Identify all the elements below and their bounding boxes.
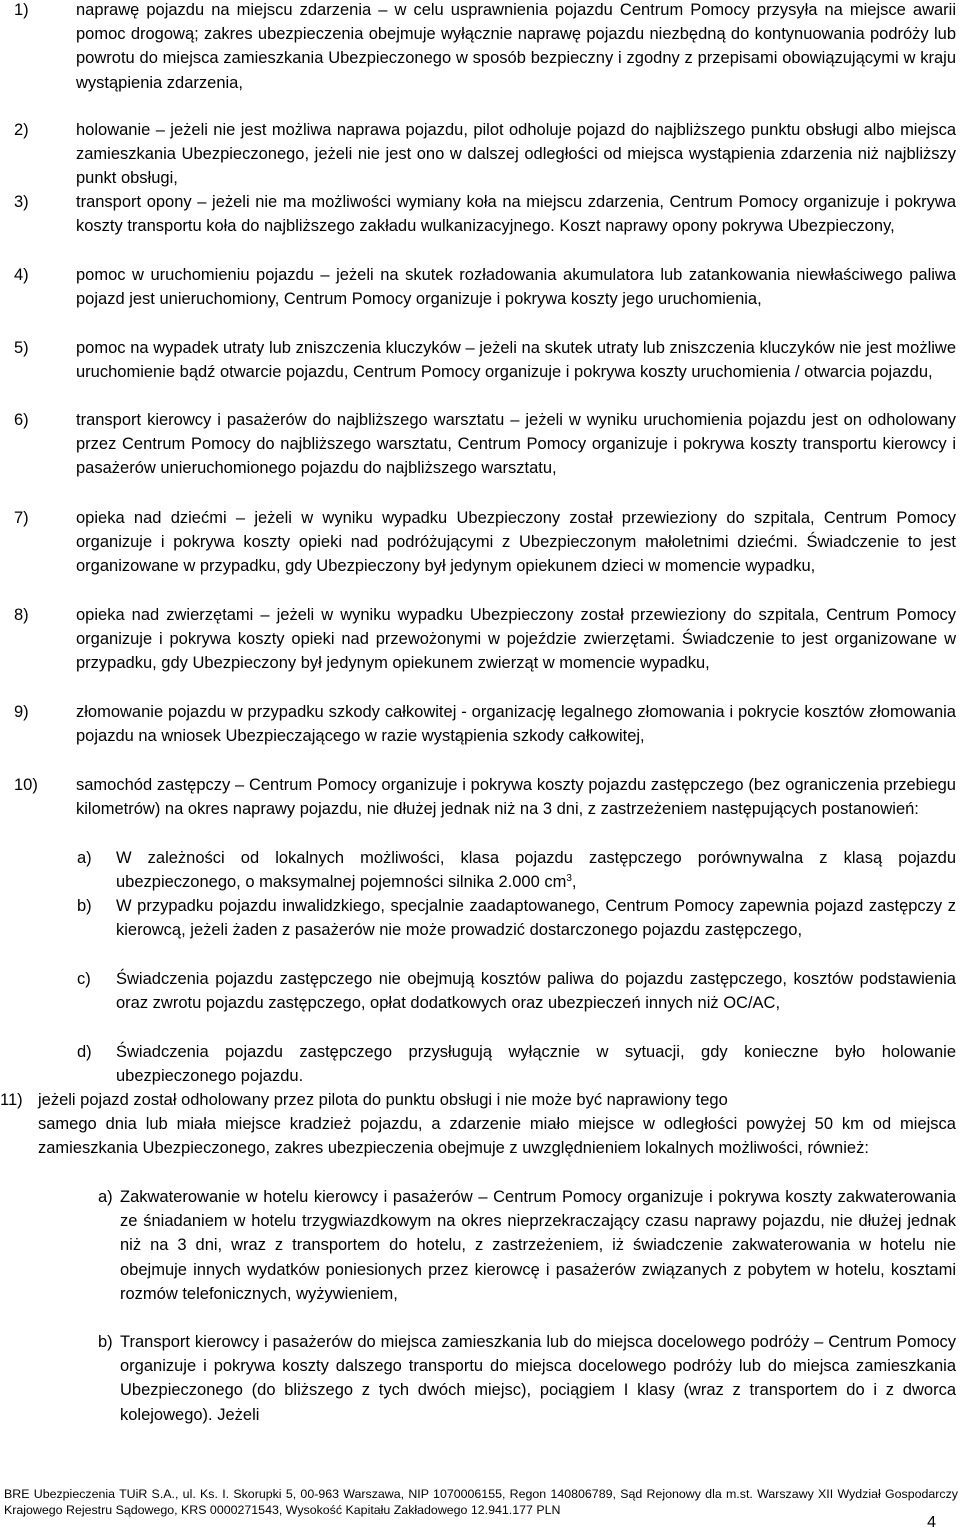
- list-item-text: opieka nad zwierzętami – jeżeli w wyniku wypadku Ubezpieczony został przewieziony do szpitala, Centrum Pomocy organizuje i pokrywa koszty opieki nad przewożonymi w pojeździe zwierzętami. Świadczenie to jest organizowane w przypadku, gdy Ubezpieczony był jedynym opiekunem zwierząt w momencie wypadku,: [76, 606, 956, 673]
- sub-item-letter: b): [98, 1333, 113, 1351]
- list-item-6: [14, 408, 956, 481]
- list-item-4: [14, 263, 956, 311]
- sub-item-letter: b): [77, 897, 92, 915]
- list-item-2: [14, 118, 956, 191]
- list-item-5: [14, 336, 956, 384]
- list-item-9: [14, 700, 956, 748]
- sub-item-text: Zakwaterowanie w hotelu kierowcy i pasażerów – Centrum Pomocy organizuje i pokrywa koszty zakwaterowania ze śniadaniem w hotelu trzygwiazdkowym na okres nieprzekraczający czasu naprawy pojazdu, nie dłużej jednak niż na 3 dni, wraz z transportem do hotelu, z zastrzeżeniem, iż świadczenie zakwaterowania w hotelu nie obejmuje innych wydatków poniesionych przez kierowcę i pasażerów związanych z pobytem w hotelu, kosztami rozmów telefonicznych, wyżywieniem,: [120, 1188, 956, 1303]
- sub-item-10d: [77, 1040, 956, 1088]
- page-number: 4: [927, 1514, 936, 1531]
- page-footer: BRE Ubezpieczenia TUiR S.A., ul. Ks. I. Skorupki 5, 00-963 Warszawa, NIP 1070006155, Regon 140806789, Sąd Rejonowy dla m.st. Warszawy XII Wydział Gospodarczy Krajowego Rejestru Sądowego, KRS 0000271543, Wysokość Kapitału Zakładowego 12.941.177 PLN: [4, 1487, 958, 1517]
- sub-item-text: W zależności od lokalnych możliwości, klasa pojazdu zastępczego porównywalna z klasą pojazdu ubezpieczonego, o maksymalnej pojemności silnika 2.000 cm: [116, 849, 956, 892]
- list-item-text: naprawę pojazdu na miejscu zdarzenia – w celu usprawnienia pojazdu Centrum Pomocy przysyła na miejsce awarii pomoc drogową; zakres ubezpieczenia obejmuje wyłącznie naprawę pojazdu niezbędną do kontynuowania podróży lub powrotu do miejsca zamieszkania Ubezpieczonego w sposób bezpieczny i zgodny z przepisami obowiązującymi w kraju wystąpienia zdarzenia,: [76, 1, 956, 92]
- superscript: 3: [566, 873, 572, 885]
- list-item-number: 4): [14, 266, 29, 284]
- list-item-text: transport opony – jeżeli nie ma możliwości wymiany koła na miejscu zdarzenia, Centrum Pomocy organizuje i pokrywa koszty transportu koła do najbliższego zakładu wulkanizacyjnego. Koszt naprawy opony pokrywa Ubezpieczony,: [76, 193, 956, 236]
- list-item-number: 2): [14, 121, 29, 139]
- list-item-8: [14, 603, 956, 676]
- list-item-text-rest: samego dnia lub miała miejsce kradzież pojazdu, a zdarzenie miało miejsce w odległości powyżej 50 km od miejsca zamieszkania Ubezpieczonego, zakres ubezpieczenia obejmuje z uwzględnieniem lokalnych możliwości, również:: [38, 1115, 956, 1158]
- sub-item-text: W przypadku pojazdu inwalidzkiego, specjalnie zaadaptowanego, Centrum Pomocy zapewnia pojazd zastępczy z kierowcą, jeżeli żaden z pasażerów nie może prowadzić dostarczonego pojazdu zastępczego,: [116, 897, 956, 940]
- sub-item-text: Transport kierowcy i pasażerów do miejsca zamieszkania lub do miejsca docelowego podróży – Centrum Pomocy organizuje i pokrywa koszty dalszego transportu do miejsca docelowego podróży lub do miejsca zamieszkania Ubezpieczonego (do bliższego z tych dwóch miejsc), pociągiem I klasy (wraz z transportem do i z dworca kolejowego). Jeżeli: [120, 1333, 956, 1424]
- sub-item-10c: [77, 967, 956, 1015]
- list-item-number: 10): [14, 776, 38, 794]
- sub-item-11a: [98, 1185, 956, 1306]
- list-item-text: samochód zastępczy – Centrum Pomocy organizuje i pokrywa koszty pojazdu zastępczego (bez ograniczenia przebiegu kilometrów) na okres naprawy pojazdu, nie dłużej jednak niż na 3 dni, z zastrzeżeniem następujących postanowień:: [76, 776, 956, 819]
- list-item-3: [14, 190, 956, 238]
- list-item-number: 6): [14, 411, 29, 429]
- list-item-text: opieka nad dziećmi – jeżeli w wyniku wypadku Ubezpieczony został przewieziony do szpitala, Centrum Pomocy organizuje i pokrywa koszty opieki nad podróżującymi z Ubezpieczonym małoletnimi dziećmi. Świadczenie to jest organizowane w przypadku, gdy Ubezpieczony był jedynym opiekunem dzieci w momencie wypadku,: [76, 509, 956, 576]
- list-item-number: 1): [14, 1, 29, 19]
- sub-item-text: Świadczenia pojazdu zastępczego przysługują wyłącznie w sytuacji, gdy konieczne było holowanie ubezpieczonego pojazdu.: [116, 1043, 956, 1086]
- sub-item-letter: a): [77, 849, 92, 867]
- sub-item-text: Świadczenia pojazdu zastępczego nie obejmują kosztów paliwa do pojazdu zastępczego, kosztów podstawienia oraz zwrotu pojazdu zastępczego, opłat dodatkowych oraz ubezpieczeń innych niż OC/AC,: [116, 970, 956, 1013]
- sub-item-10b: [77, 894, 956, 942]
- sub-item-letter: d): [77, 1043, 92, 1061]
- list-item-text-first-line: jeżeli pojazd został odholowany przez pilota do punktu obsługi i nie może być naprawiony tego: [38, 1091, 728, 1109]
- sub-item-11b: [98, 1330, 956, 1427]
- sub-item-tail: ,: [571, 873, 577, 892]
- list-item-number: 11): [0, 1091, 23, 1109]
- list-item-number: 7): [14, 509, 29, 527]
- list-item-11: [0, 1088, 956, 1161]
- sub-item-10a: [77, 846, 956, 894]
- list-item-10: [14, 773, 956, 821]
- sub-item-letter: a): [98, 1188, 113, 1206]
- list-item-text: pomoc w uruchomieniu pojazdu – jeżeli na skutek rozładowania akumulatora lub zatankowania niewłaściwego paliwa pojazd jest unieruchomiony, Centrum Pomocy organizuje i pokrywa koszty jego uruchomienia,: [76, 266, 956, 309]
- list-item-7: [14, 506, 956, 579]
- list-item-number: 3): [14, 193, 29, 211]
- sub-item-letter: c): [77, 970, 91, 988]
- list-item-number: 8): [14, 606, 29, 624]
- list-item-number: 9): [14, 703, 29, 721]
- list-item-text: transport kierowcy i pasażerów do najbliższego warsztatu – jeżeli w wyniku uruchomienia pojazdu jest on odholowany przez Centrum Pomocy do najbliższego warsztatu, Centrum Pomocy organizuje i pokrywa koszty transportu kierowcy i pasażerów unieruchomionego pojazdu do najbliższego warsztatu,: [76, 411, 956, 478]
- list-item-text: złomowanie pojazdu w przypadku szkody całkowitej - organizację legalnego złomowania i pokrycie kosztów złomowania pojazdu na wniosek Ubezpieczającego w razie wystąpienia szkody całkowitej,: [76, 703, 956, 746]
- list-item-text: holowanie – jeżeli nie jest możliwa naprawa pojazdu, pilot odholuje pojazd do najbliższego punktu obsługi albo miejsca zamieszkania Ubezpieczonego, jeżeli nie jest ono w dalszej odległości od miejsca wystąpienia zdarzenia niż najbliższy punkt obsługi,: [76, 121, 956, 188]
- list-item-text: pomoc na wypadek utraty lub zniszczenia kluczyków – jeżeli na skutek utraty lub zniszczenia kluczyków nie jest możliwe uruchomienie bądź otwarcie pojazdu, Centrum Pomocy organizuje i pokrywa koszty uruchomienia / otwarcia pojazdu,: [76, 339, 956, 382]
- list-item-number: 5): [14, 339, 29, 357]
- list-item-1: [14, 0, 956, 95]
